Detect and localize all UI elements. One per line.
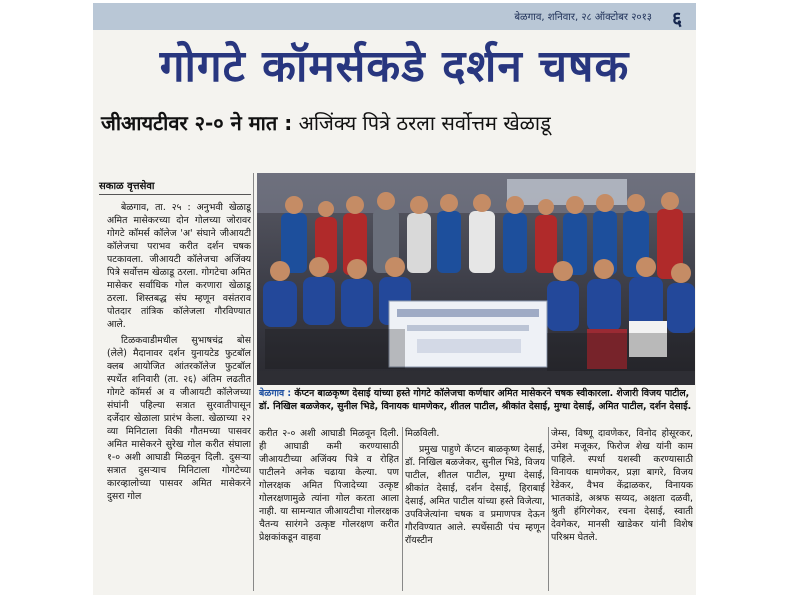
dateline: बेळगाव, शनिवार, २८ ऑक्टोबर २०१३ — [514, 12, 652, 23]
subheadline — [101, 109, 696, 136]
paragraph: टिळकवाडीमधील सुभाषचंद्र बोस (लेले) मैदानावर दर्शन युनायटेड फुटबॉल क्लब आयोजित आंतरकॉलेज फुटबॉल स्पर्धेत शनिवारी (ता. २६) अंतिम लढतीत गोगटे कॉमर्स अ व जीआयटी कॉलेजच्या संघांनी पहिल्या सत्रात सुरवातीपासून दर्जेदार खेळाला प्रारंभ केला. खेळाच्या २२ व्या मिनिटाला विकी गौतमच्या पासवर अमित मासेकरने सुरेख गोल करीत संघाला १-० अशी आघाडी मिळवून दिली. दुसऱ्या सत्रात दुसऱ्याच मिनिटाला गोगटेच्या कारव्हालोच्या पासवर अमित मासेकरने दुसरा गोल — [107, 335, 251, 502]
team-photo — [257, 173, 695, 385]
paragraph: प्रमुख पाहुणे कॅप्टन बाळकृष्ण देसाई, डॉ. निखिल बळजेकर, सुनील भिडे, विजय पाटील, शीतल पाटील, मुग्धा देसाई, श्रीकांत देसाई, दर्शन देसाई, हिराबाई देसाई, अमित पाटील यांच्या हस्ते विजेत्या, उपविजेत्यांना चषक व प्रमाणपत्र देऊन गौरविण्यात आले. स्पर्धेसाठी पंच म्हणून रॉयस्टीन — [405, 444, 545, 546]
subhead-bold: जीआयटीवर २-० ने मात : — [101, 111, 293, 135]
column-divider — [402, 427, 403, 591]
caption-place: बेळगाव : — [259, 388, 292, 399]
page-header-bar — [93, 3, 696, 30]
newspaper-clipping — [93, 3, 696, 595]
paragraph: जेम्स, विष्णू दावणेकर, विनोद होसूरकर, उमेश मजूकर, फिरोज शेख यांनी काम पाहिले. स्पर्धा यशस्वी करण्यासाठी विनायक धामणेकर, प्रज्ञा बागरे, विजय रेडेकर, वैभव केंद्राळकर, विनायक भातकांडे, अश्रफ सय्यद, अक्षता दळवी, श्रुती हंगिरगेकर, रचना देसाई, स्वाती देवगेकर, मानसी खाडेकर यांनी विशेष परिश्रम घेतले. — [551, 428, 693, 543]
byline: सकाळ वृत्तसेवा — [99, 181, 155, 192]
paragraph: करीत २-० अशी आघाडी मिळवून दिली. ही आघाडी कमी करण्यासाठी जीआयटीच्या अजिंक्य पित्रे व रोहित पाटीलने अनेक चढाया केल्या. पण गोलरक्षक अमित पिजादेच्या उत्कृष्ट गोलरक्षणामुळे त्यांना गोल करता आला नाही. या सामन्यात जीआयटीचा गोलरक्षक चैतन्य सारंगने उत्कृष्ट गोलरक्षण करीत प्रेक्षकांकडून वाहवा — [259, 428, 399, 543]
column-1 — [107, 201, 251, 591]
caption-text: कॅप्टन बाळकृष्ण देसाई यांच्या हस्ते गोगटे कॉलेजचा कर्णधार अमित मासेकरने चषक स्वीकारला. शेजारी विजय पाटील, डॉ. निखिल बळजेकर, सुनील भिडे, विनायक धामणेकर, शीतल पाटील, श्रीकांत देसाई, मुग्धा देसाई, अमित पाटील, दर्शन देसाई. — [259, 388, 692, 412]
column-divider — [548, 427, 549, 591]
headline: गोगटे कॉमर्सकडे दर्शन चषक — [159, 41, 630, 92]
paragraph: मिळविली. — [405, 428, 440, 439]
subhead-light: अजिंक्य पित्रे ठरला सर्वोत्तम खेळाडू — [292, 111, 551, 135]
paragraph: बेळगाव, ता. २५ : अनुभवी खेळाडू अमित मासेकरच्या दोन गोलच्या जोरावर गोगटे कॉमर्स कॉलेज 'अ' संघाने जीआयटी कॉलेजचा पराभव करीत दर्शन चषक पटकावला. जीआयटी कॉलेजचा अजिंक्य पित्रे सर्वोत्तम खेळाडू ठरला. गोगटेचा अमित मासेकर सर्वाधिक गोल करणारा खेळाडू ठरला. शिस्तबद्ध संघ म्हणून वसंतराव पोतदार तांत्रिक कॉलेजला गौरविण्यात आले. — [107, 202, 251, 330]
column-2 — [259, 427, 399, 593]
page-number: ६ — [672, 8, 682, 30]
team-photo-drawing — [257, 173, 695, 385]
byline-rule — [99, 194, 251, 195]
column-divider — [253, 173, 254, 591]
photo-caption — [259, 387, 693, 413]
column-3 — [405, 427, 545, 593]
column-4 — [551, 427, 693, 593]
